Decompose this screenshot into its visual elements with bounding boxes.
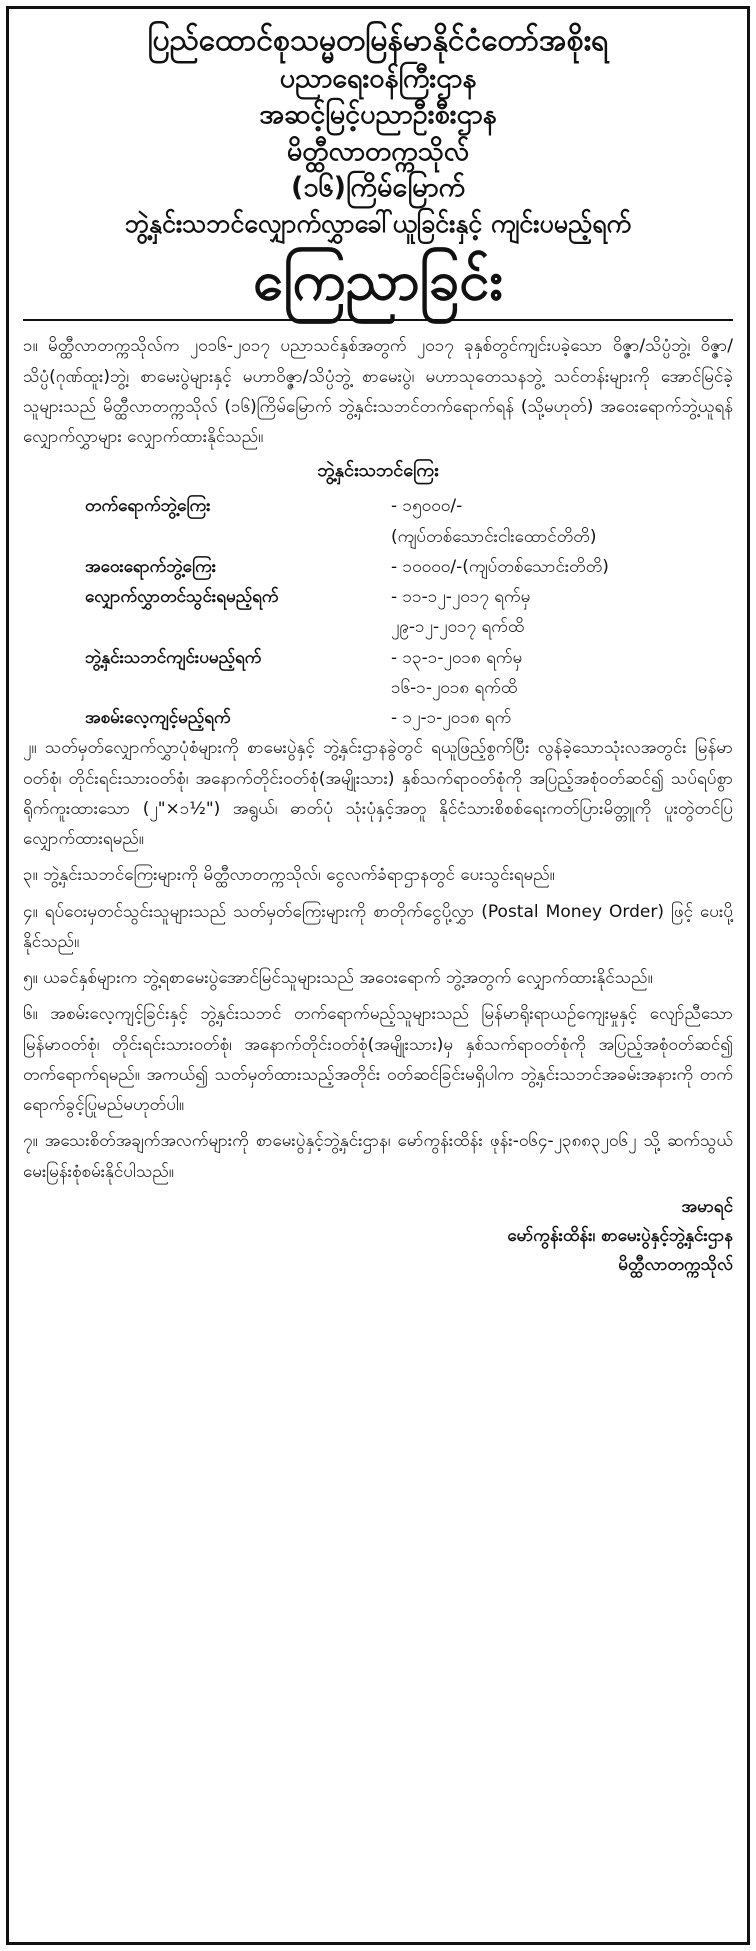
fee-label: လျှောက်လွှာတင်သွင်းရမည့်ရက် — [85, 587, 279, 608]
paragraph-2: ၂။ သတ်မှတ်လျှောက်လွှာပုံစံများကို စာမေးပွဲနှင့် ဘွဲ့နှင်းဌာနခွဲတွင် ရယူဖြည့်စွက်ပြီး လွန်ခဲ့သောသုံးလအတွင်း မြန်မာဝတ်စုံ၊ တိုင်းရင်းသားဝတ်စုံ၊ အနောက်တိုင်းဝတ်စုံ(အမျိုးသား) နှစ်သက်ရာဝတ်စုံကို အပြည့်အစုံဝတ်ဆင်၍ သပ်ရပ်စွာရိုက်ကူးထားသော (၂"×၁½") အရွယ်၊ ဓာတ်ပုံ သုံးပုံနှင့်အတူ နိုင်ငံသားစိစစ်ရေးကတ်ပြားမိတ္တူကို ပူးတွဲတင်ပြလျှောက်ထားရမည်။ — [23, 738, 733, 850]
fee-value: - ၁၅၀၀၀/- — [391, 496, 463, 517]
fee-value: ၁၆-၁-၂၀၁၈ ရက်ထိ — [391, 677, 518, 698]
fee-row — [85, 703, 733, 733]
fee-label — [85, 522, 391, 552]
ministry-title: ပညာရေးဝန်ကြီးဌာန — [279, 63, 477, 94]
divider — [23, 319, 733, 321]
signature-block — [23, 1193, 733, 1280]
fee-value: - ၁၃-၁-၂၀၁၈ ရက်မှ — [391, 647, 523, 668]
header — [23, 23, 733, 313]
university-title: မိတ္ထီလာတက္ကသိုလ် — [286, 135, 470, 167]
fee-label — [85, 673, 391, 703]
fee-label: အဝေးရောက်ဘွဲ့ကြေး — [85, 556, 217, 577]
announcement-subject: ဘွဲ့နှင်းသဘင်လျှောက်လွှာခေါ်ယူခြင်းနှင့် ကျင်းပမည့်ရက် — [124, 208, 632, 238]
fee-value: ၂၉-၁၂-၂၀၁၇ ရက်ထိ — [391, 617, 525, 638]
fee-row — [85, 491, 733, 521]
fee-row — [85, 582, 733, 612]
paragraph-5: ၅။ ယခင်နှစ်များက ဘွဲ့ရစာမေးပွဲအောင်မြင်သူများသည် အဝေးရောက် ဘွဲ့အတွက် လျှောက်ထားနိုင်သည်။ — [23, 968, 653, 989]
signature-heading: အမာရင် — [681, 1196, 733, 1217]
fee-value: - ၁၀၀၀၀/-(ကျပ်တစ်သောင်းတိတိ) — [391, 556, 609, 577]
fee-row — [85, 643, 733, 673]
fees-title: ဘွဲ့နှင်းသဘင်ကြေး — [317, 460, 439, 482]
signature-office: မော်ကွန်းထိန်း၊ စာမေးပွဲနှင့်ဘွဲ့နှင်းဌာန — [507, 1225, 733, 1246]
fee-row — [85, 612, 733, 642]
paragraph-3: ၃။ ဘွဲ့နှင်းသဘင်ကြေးများကို မိတ္ထီလာတက္ကသိုလ်၊ ငွေလက်ခံရာဌာနတွင် ပေးသွင်းရမည်။ — [23, 865, 555, 886]
government-title: ပြည်ထောင်စုသမ္မတမြန်မာနိုင်ငံတော်အစိုးရ — [147, 23, 609, 58]
fee-row — [85, 552, 733, 582]
paragraph-7: ၇။ အသေးစိတ်အချက်အလက်များကို စာမေးပွဲနှင့်ဘွဲ့နှင်းဌာန၊ မော်ကွန်းထိန်း ဖုန်း-၀၆၄-၂၃၈၈၃၂၀၆၂ သို့ ဆက်သွယ်မေးမြန်းစုံစမ်းနိုင်ပါသည်။ — [23, 1131, 733, 1182]
announcement-heading: ကြေညာခြင်း — [253, 248, 503, 312]
announcement-frame — [6, 6, 750, 1945]
department-title: အဆင့်မြင့်ပညာဦးစီးဌာန — [259, 99, 497, 131]
fees-table — [23, 491, 733, 733]
fee-value: - ၁၁-၁၂-၂၀၁၇ ရက်မှ — [391, 587, 531, 608]
fee-row — [85, 673, 733, 703]
fee-label: တက်ရောက်ဘွဲ့ကြေး — [85, 496, 211, 517]
paragraph-6: ၆။ အစမ်းလေ့ကျင့်ခြင်းနှင့် ဘွဲ့နှင်းသဘင် တက်ရောက်မည့်သူများသည် မြန်မာရိုးရာယဉ်ကျေးမှုနှင့် လျော်ညီသော မြန်မာဝတ်စုံ၊ တိုင်းရင်းသားဝတ်စုံ၊ အနောက်တိုင်းဝတ်စုံ(အမျိုးသား)မှ နှစ်သက်ရာဝတ်စုံကို အပြည့်အစုံဝတ်ဆင်၍ တက်ရောက်ရမည်။ အကယ်၍ သတ်မှတ်ထားသည့်အတိုင်း ဝတ်ဆင်ခြင်းမရှိပါက ဘွဲ့နှင်းသဘင်အခမ်းအနားကို တက်ရောက်ခွင့်ပြုမည်မဟုတ်ပါ။ — [23, 1004, 733, 1116]
fee-value: (ကျပ်တစ်သောင်းငါးထောင်တိတိ) — [391, 526, 597, 547]
fee-label: ဘွဲ့နှင်းသဘင်ကျင်းပမည့်ရက် — [85, 647, 262, 668]
fee-row — [85, 522, 733, 552]
fee-label: အစမ်းလေ့ကျင့်မည့်ရက် — [85, 708, 231, 729]
fee-label — [85, 612, 391, 642]
fee-value: - ၁၂-၁-၂၀၁၈ ရက် — [391, 708, 512, 729]
ceremony-number: (၁၆)ကြိမ်မြောက် — [290, 172, 466, 204]
paragraph-1: ၁။ မိတ္ထီလာတက္ကသိုလ်က ၂၀၁၆-၂၀၁၇ ပညာသင်နှစ်အတွက် ၂၀၁၇ ခုနှစ်တွင်ကျင်းပခဲ့သော ဝိဇ္ဇာ/သိပ္ပံဘွဲ့၊ ဝိဇ္ဇာ/သိပ္ပံ(ဂုဏ်ထူး)ဘွဲ့၊ စာမေးပွဲများနှင့် မဟာဝိဇ္ဇာ/သိပ္ပံဘွဲ့ စာမေးပွဲ၊ မဟာသုတေသနဘွဲ့ သင်တန်းများကို အောင်မြင်ခဲ့သူများသည် မိတ္ထီလာတက္ကသိုလ် (၁၆)ကြိမ်မြောက် ဘွဲ့နှင်းသဘင်တက်ရောက်ရန် (သို့မဟုတ်) အဝေးရောက်ဘွဲ့ယူရန် လျှောက်လွှာများ လျှောက်ထားနိုင်သည်။ — [23, 336, 733, 448]
signature-university: မိတ္ထီလာတက္ကသိုလ် — [618, 1254, 733, 1275]
paragraph-4: ၄။ ရပ်ဝေးမှတင်သွင်းသူများသည် သတ်မှတ်ကြေးများကို စာတိုက်ငွေပို့လွှာ (Postal Money Order) ဖြင့် ပေးပို့နိုင်သည်။ — [23, 901, 733, 952]
